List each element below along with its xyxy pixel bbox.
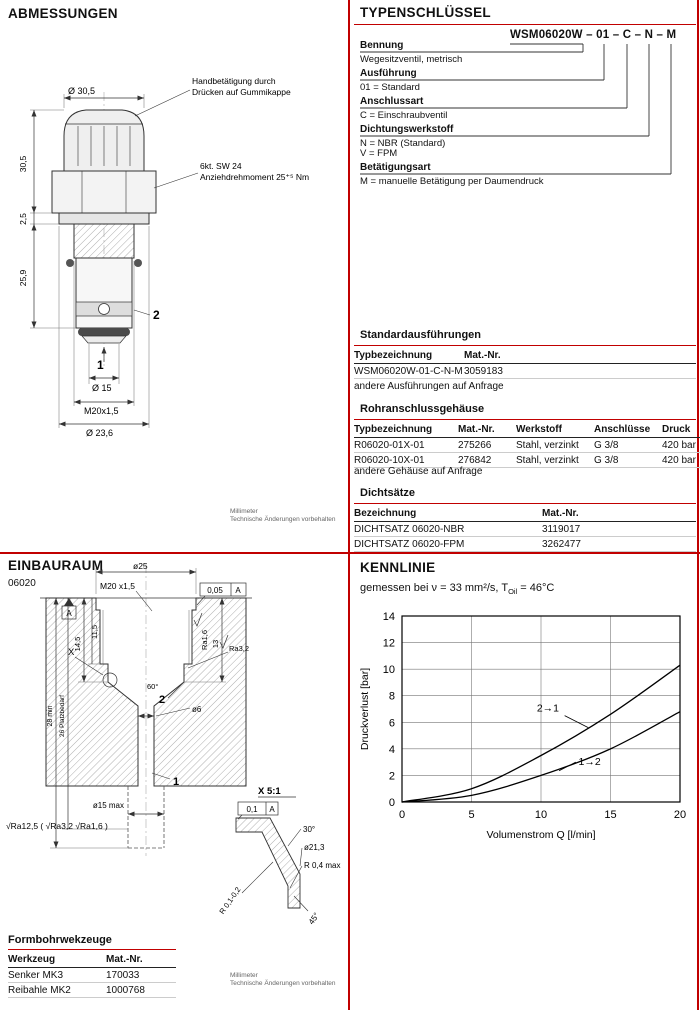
table-cell: 3119017 bbox=[542, 522, 696, 537]
footnote-line2: Technische Änderungen vorbehalten bbox=[230, 980, 336, 988]
table-row bbox=[354, 522, 696, 537]
column-header: Werkstoff bbox=[516, 422, 594, 438]
y-tick-label: 4 bbox=[388, 743, 395, 756]
right-column bbox=[352, 0, 698, 1010]
formbohr-rule bbox=[8, 949, 176, 950]
table-cell: Senker MK3 bbox=[8, 968, 106, 983]
table-cell: Reibahle MK2 bbox=[8, 983, 106, 998]
surface-roughness-note: √Ra12,5 ( √Ra3,2 √Ra1,6 ) bbox=[6, 821, 108, 831]
subtitle-sub: Oil bbox=[508, 587, 518, 597]
ts-desc-dichtung-2: V = FPM bbox=[360, 148, 398, 159]
table-cell: WSM06020W-01-C-N-M bbox=[354, 364, 464, 379]
y-axis-label: Druckverlust [bar] bbox=[359, 667, 371, 751]
detail-x-title: X 5:1 bbox=[258, 786, 281, 797]
angle-label-60: 60° bbox=[147, 682, 159, 691]
ts-label-ausfuehrung: Ausführung bbox=[360, 68, 417, 79]
y-tick-label: 0 bbox=[388, 797, 395, 809]
table-header-row bbox=[354, 348, 696, 364]
table-cell: R06020-01X-01 bbox=[354, 438, 458, 453]
x-tick-label: 0 bbox=[398, 809, 406, 821]
ts-desc-bennung: Wegesitzventil, metrisch bbox=[360, 54, 463, 65]
roughness-ra16: Ra1,6 bbox=[200, 629, 209, 651]
note-hand-line2: Drücken auf Gummikappe bbox=[192, 87, 291, 97]
x-axis-label: Volumenstrom Q [l/min] bbox=[486, 829, 596, 841]
standard-table bbox=[354, 348, 696, 379]
series-label: 1→2 bbox=[578, 755, 601, 768]
table-row bbox=[354, 364, 696, 379]
ts-desc-ausfuehrung: 01 = Standard bbox=[360, 82, 420, 93]
einbauraum-title: EINBAURAUM bbox=[8, 558, 104, 573]
column-header: Typbezeichnung bbox=[354, 422, 458, 438]
table-cell: DICHTSATZ 06020-NBR bbox=[354, 522, 542, 537]
tolerance-flag-datum: A bbox=[235, 586, 241, 595]
y-tick-label: 10 bbox=[382, 664, 395, 677]
dim-label-26: 26 Platzbedarf bbox=[59, 695, 66, 737]
detail-x bbox=[236, 797, 308, 911]
detail-flag-datum: A bbox=[269, 805, 275, 814]
abmessungen-title: ABMESSUNGEN bbox=[8, 6, 118, 21]
tolerance-flag-value: 0,05 bbox=[207, 586, 223, 595]
cavity-outline bbox=[40, 564, 252, 856]
series-label: 2→1 bbox=[536, 702, 560, 715]
y-tick-label: 6 bbox=[388, 717, 395, 730]
ordering-code: WSM06020W – 01 – C – N – M bbox=[510, 29, 677, 41]
typenschluessel-title: TYPENSCHLÜSSEL bbox=[360, 5, 491, 20]
dim-label-cap-diameter: Ø 30,5 bbox=[68, 86, 96, 96]
detail-x-marker: X bbox=[68, 647, 75, 658]
formbohr-title: Formbohrwekzeuge bbox=[8, 934, 112, 946]
y-tick-label: 12 bbox=[382, 637, 395, 650]
table-cell: Stahl, verzinkt bbox=[516, 453, 594, 468]
table-cell: 1000768 bbox=[106, 983, 176, 998]
column-header: Typbezeichnung bbox=[354, 348, 464, 364]
subtitle-pre: gemessen bei ν = 33 mm²/s, T bbox=[360, 582, 509, 594]
x-tick-label: 15 bbox=[604, 809, 617, 821]
dicht-table bbox=[354, 506, 696, 552]
standard-note: andere Ausführungen auf Anfrage bbox=[354, 381, 504, 392]
note-hand-line1: Handbetätigung durch bbox=[192, 76, 276, 86]
radius-label-04: R 0,4 max bbox=[304, 861, 341, 870]
table-header-row bbox=[354, 506, 696, 522]
cavity-port-2: 2 bbox=[159, 694, 166, 706]
y-tick-label: 2 bbox=[388, 770, 395, 783]
table-row bbox=[354, 438, 700, 453]
dim-label-14-5: 14,5 bbox=[73, 636, 82, 652]
table-header-row bbox=[8, 952, 176, 968]
column-header: Werkzeug bbox=[8, 952, 106, 968]
ts-desc-anschlussart: C = Einschraubventil bbox=[360, 110, 448, 121]
cavity-drawing bbox=[0, 556, 348, 936]
ts-label-bennung: Bennung bbox=[360, 40, 404, 51]
table-header-row bbox=[354, 422, 700, 438]
ts-label-anschlussart: Anschlussart bbox=[360, 96, 424, 107]
valve-dimension-drawing bbox=[4, 66, 344, 526]
datum-a-label: A bbox=[66, 609, 72, 618]
ts-label-betaetigung: Betätigungsart bbox=[360, 162, 431, 173]
table-row bbox=[8, 968, 176, 983]
column-header: Druck bbox=[662, 422, 700, 438]
rohr-table bbox=[354, 422, 700, 468]
standard-title: Standardausführungen bbox=[360, 329, 482, 341]
vertical-divider-middle bbox=[348, 0, 350, 1010]
port-2-label: 2 bbox=[153, 308, 160, 322]
table-cell: 420 bar bbox=[662, 438, 700, 453]
left-column bbox=[0, 0, 348, 1010]
ts-desc-betaetigung: M = manuelle Betätigung per Daumendruck bbox=[360, 176, 544, 187]
note-hex-line2: Anziehdrehmoment 25⁺⁵ Nm bbox=[200, 172, 310, 182]
y-tick-label: 8 bbox=[388, 690, 395, 703]
dim-label-d21-3: ø21,3 bbox=[304, 843, 325, 852]
column-header: Mat.-Nr. bbox=[458, 422, 516, 438]
dim-label-30-5: 30,5 bbox=[18, 155, 28, 173]
dim-label-2-5: 2,5 bbox=[18, 213, 28, 225]
x-tick-label: 10 bbox=[534, 809, 548, 821]
formbohr-table bbox=[8, 952, 176, 998]
dim-label-d6: ø6 bbox=[192, 705, 202, 714]
column-header: Mat.-Nr. bbox=[542, 506, 696, 522]
subtitle-post: = 46°C bbox=[517, 582, 555, 594]
dim-label-dia23-6: Ø 23,6 bbox=[86, 428, 114, 438]
table-cell: G 3/8 bbox=[594, 453, 662, 468]
column-header: Anschlüsse bbox=[594, 422, 662, 438]
table-cell: 3262477 bbox=[542, 537, 696, 552]
einbauraum-code: 06020 bbox=[8, 578, 36, 589]
kennlinie-subtitle bbox=[360, 582, 554, 596]
dicht-rule bbox=[354, 503, 696, 504]
dim-label-d25: ø25 bbox=[133, 561, 148, 571]
series-label-leader bbox=[565, 716, 589, 728]
note-hex-line1: 6kt. SW 24 bbox=[200, 161, 242, 171]
ts-label-dichtung: Dichtungswerkstoff bbox=[360, 124, 454, 135]
dim-label-25-9: 25,9 bbox=[18, 269, 28, 287]
port-1-label: 1 bbox=[97, 358, 104, 372]
table-cell: R06020-10X-01 bbox=[354, 453, 458, 468]
dim-label-thread: M20x1,5 bbox=[84, 406, 119, 416]
abmessungen-footnote bbox=[230, 508, 336, 525]
valve-outline bbox=[52, 92, 156, 366]
rohr-note: andere Gehäuse auf Anfrage bbox=[354, 466, 483, 477]
kennlinie-title: KENNLINIE bbox=[360, 560, 436, 575]
dim-label-m20: M20 x1,5 bbox=[100, 581, 135, 591]
x-tick-label: 20 bbox=[673, 809, 687, 821]
rohr-rule bbox=[354, 419, 696, 420]
standard-rule bbox=[354, 345, 696, 346]
footnote-line1: Millimeter bbox=[230, 508, 258, 515]
table-cell: G 3/8 bbox=[594, 438, 662, 453]
angle-label-45: 45° bbox=[306, 911, 322, 927]
footnote-line2: Technische Änderungen vorbehalten bbox=[230, 516, 336, 524]
cavity-port-1: 1 bbox=[173, 776, 180, 788]
table-cell: DICHTSATZ 06020-FPM bbox=[354, 537, 542, 552]
dim-label-11-5: 11,5 bbox=[90, 624, 99, 640]
angle-label-30: 30° bbox=[303, 825, 316, 834]
table-cell: 420 bar bbox=[662, 453, 700, 468]
x-tick-label: 5 bbox=[468, 809, 475, 821]
radius-label-0102: R 0,1-0,2 bbox=[217, 885, 243, 916]
series-label-leader bbox=[559, 762, 576, 771]
column-header: Mat.-Nr. bbox=[106, 952, 176, 968]
rohr-title: Rohranschlussgehäuse bbox=[360, 403, 485, 415]
table-cell: 275266 bbox=[458, 438, 516, 453]
dicht-title: Dichtsätze bbox=[360, 487, 416, 499]
einbauraum-footnote bbox=[230, 972, 336, 989]
table-cell: 276842 bbox=[458, 453, 516, 468]
column-header: Mat.-Nr. bbox=[464, 348, 696, 364]
dim-label-dia15: Ø 15 bbox=[92, 383, 112, 393]
table-row bbox=[8, 983, 176, 998]
table-row bbox=[354, 537, 696, 552]
footnote-line1: Millimeter bbox=[230, 972, 258, 979]
ts-desc-dichtung-1: N = NBR (Standard) bbox=[360, 138, 446, 149]
table-cell: Stahl, verzinkt bbox=[516, 438, 594, 453]
y-tick-label: 14 bbox=[382, 611, 395, 623]
detail-flag-value: 0,1 bbox=[246, 805, 258, 814]
roughness-ra32: Ra3,2 bbox=[229, 644, 250, 653]
dim-label-28min: 28 min bbox=[47, 705, 54, 727]
table-cell: 170033 bbox=[106, 968, 176, 983]
table-cell: 3059183 bbox=[464, 364, 696, 379]
column-header: Bezeichnung bbox=[354, 506, 542, 522]
dim-label-13: 13 bbox=[211, 639, 220, 649]
dim-label-d15: ø15 max bbox=[92, 801, 124, 810]
pressure-flow-chart bbox=[356, 602, 696, 850]
